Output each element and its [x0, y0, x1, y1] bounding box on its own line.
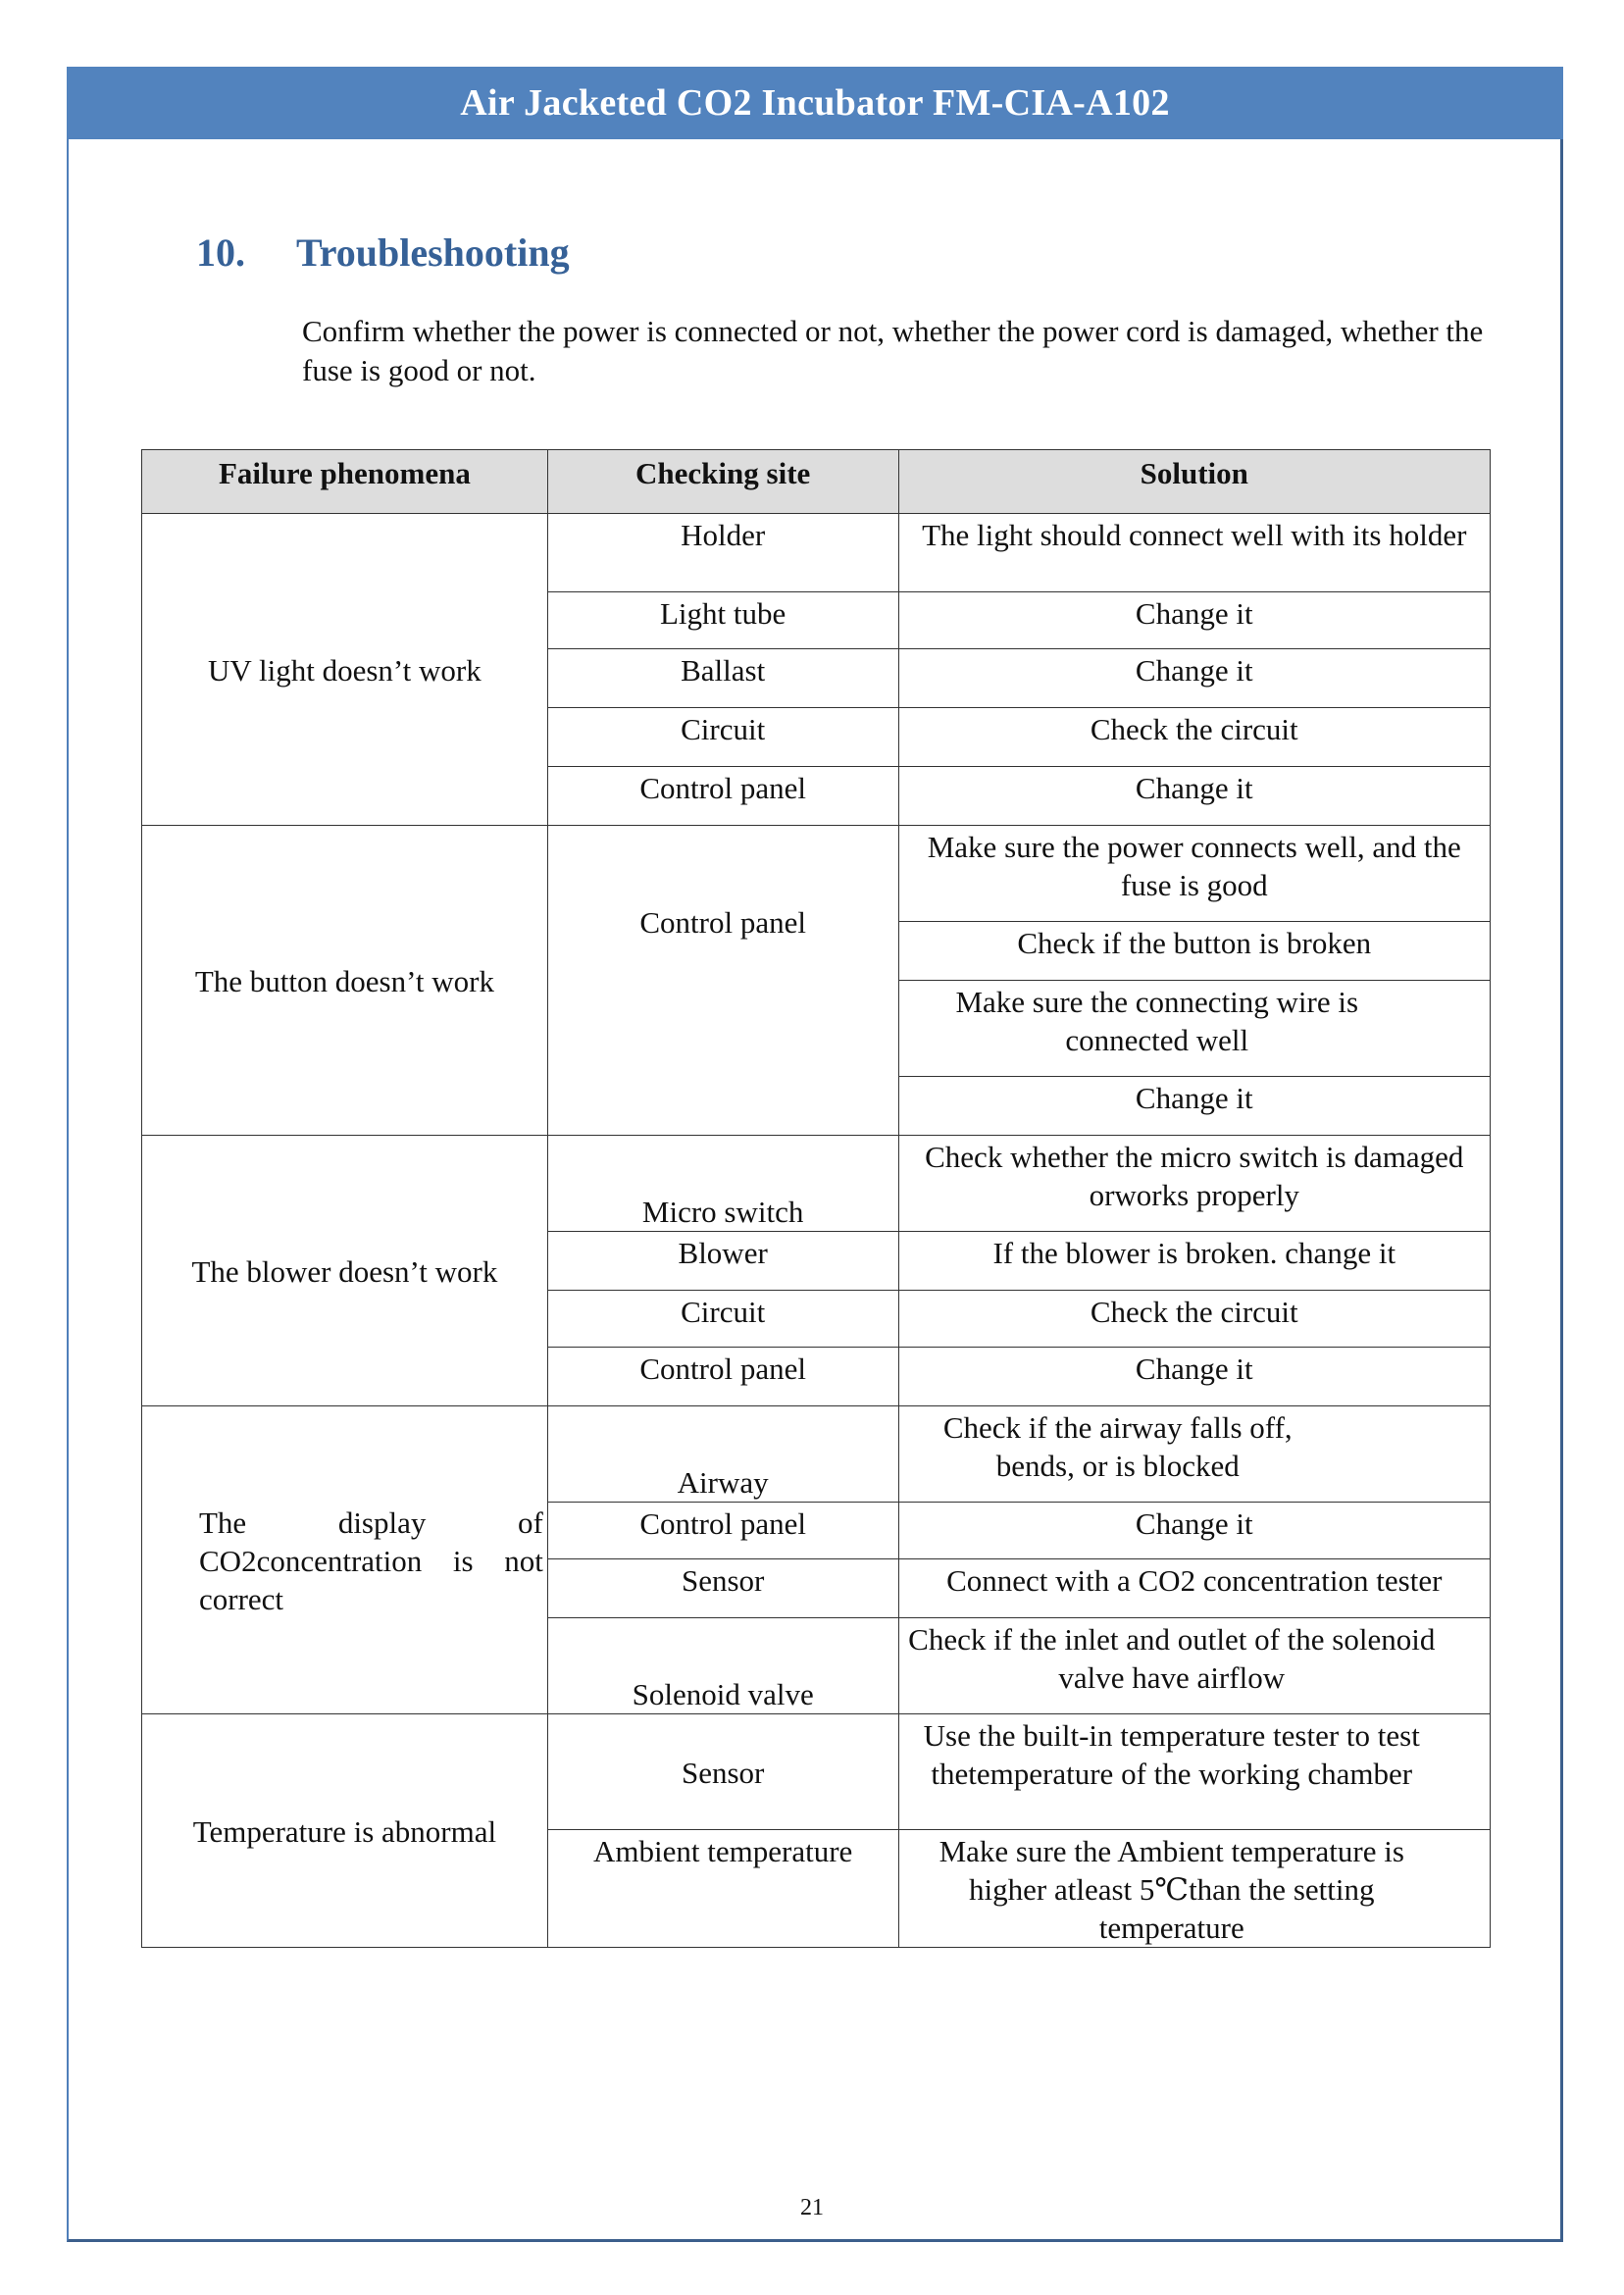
table-header-row: [142, 450, 1491, 514]
checking-site: Blower: [547, 1232, 898, 1291]
checking-site-label: Control panel: [639, 905, 806, 940]
solution: Connect with a CO2 concentration tester: [898, 1559, 1491, 1618]
checking-site: Solenoid valve: [547, 1618, 898, 1714]
column-header: Checking site: [547, 450, 898, 514]
checking-site: Control panel: [547, 1348, 898, 1406]
solution: Check whether the micro switch is damaged orworks properly: [898, 1136, 1491, 1232]
table-row: [142, 1714, 1491, 1830]
solution: Check the circuit: [898, 1291, 1491, 1348]
column-header: Solution: [898, 450, 1491, 514]
solution: Change it: [898, 1503, 1491, 1559]
table-row: [142, 1406, 1491, 1503]
solution: Check the circuit: [898, 708, 1491, 767]
failure-phenomenon: The button doesn’t work: [142, 826, 548, 1136]
solution: Change it: [898, 592, 1491, 649]
solution: Check if the inlet and outlet of the solenoid valve have airflow: [898, 1618, 1491, 1714]
failure-phenomenon: The blower doesn’t work: [142, 1136, 548, 1406]
solution: Check if the button is broken: [898, 922, 1491, 981]
checking-site: Control panel: [547, 1503, 898, 1559]
solution: The light should connect well with its holder: [898, 514, 1491, 592]
section-heading: [196, 226, 570, 280]
solution: Change it: [898, 649, 1491, 708]
failure-phenomenon: Temperature is abnormal: [142, 1714, 548, 1948]
checking-site: Circuit: [547, 1291, 898, 1348]
checking-site: Light tube: [547, 592, 898, 649]
checking-site: Micro switch: [547, 1136, 898, 1232]
solution: Make sure the power connects well, and the fuse is good: [898, 826, 1491, 922]
solution: Make sure the Ambient temperature is higher atleast 5℃than the setting temperature: [898, 1830, 1491, 1948]
troubleshooting-table: [141, 449, 1491, 1948]
table-row: [142, 1136, 1491, 1232]
table-row: [142, 826, 1491, 922]
solution: Check if the airway falls off, bends, or is blocked: [898, 1406, 1491, 1503]
section-number: 10.: [196, 230, 245, 275]
checking-site: Holder: [547, 514, 898, 592]
solution: Change it: [898, 1348, 1491, 1406]
solution: Make sure the connecting wire is connected well: [898, 981, 1491, 1077]
checking-site: Airway: [547, 1406, 898, 1503]
intro-paragraph: Confirm whether the power is connected or not, whether the power cord is damaged, whether the fuse is good or not.: [302, 314, 1484, 387]
column-header: Failure phenomena: [142, 450, 548, 514]
checking-site: Sensor: [547, 1714, 898, 1830]
checking-site: Ballast: [547, 649, 898, 708]
checking-site: Circuit: [547, 708, 898, 767]
failure-phenomenon: UV light doesn’t work: [142, 514, 548, 826]
failure-phenomenon: The display of CO2concentration is not correct: [142, 1406, 548, 1714]
solution: Change it: [898, 1077, 1491, 1136]
checking-site: [547, 826, 898, 1136]
document-header: Air Jacketed CO2 Incubator FM-CIA-A102: [67, 67, 1563, 139]
solution: Change it: [898, 767, 1491, 826]
solution: If the blower is broken. change it: [898, 1232, 1491, 1291]
checking-site: Ambient temperature: [547, 1830, 898, 1948]
checking-site: Control panel: [547, 767, 898, 826]
section-title: Troubleshooting: [296, 230, 570, 275]
checking-site: Sensor: [547, 1559, 898, 1618]
page-number: 21: [800, 2195, 824, 2220]
table-row: [142, 514, 1491, 592]
solution: Use the built-in temperature tester to test thetemperature of the working chamber: [898, 1714, 1491, 1830]
